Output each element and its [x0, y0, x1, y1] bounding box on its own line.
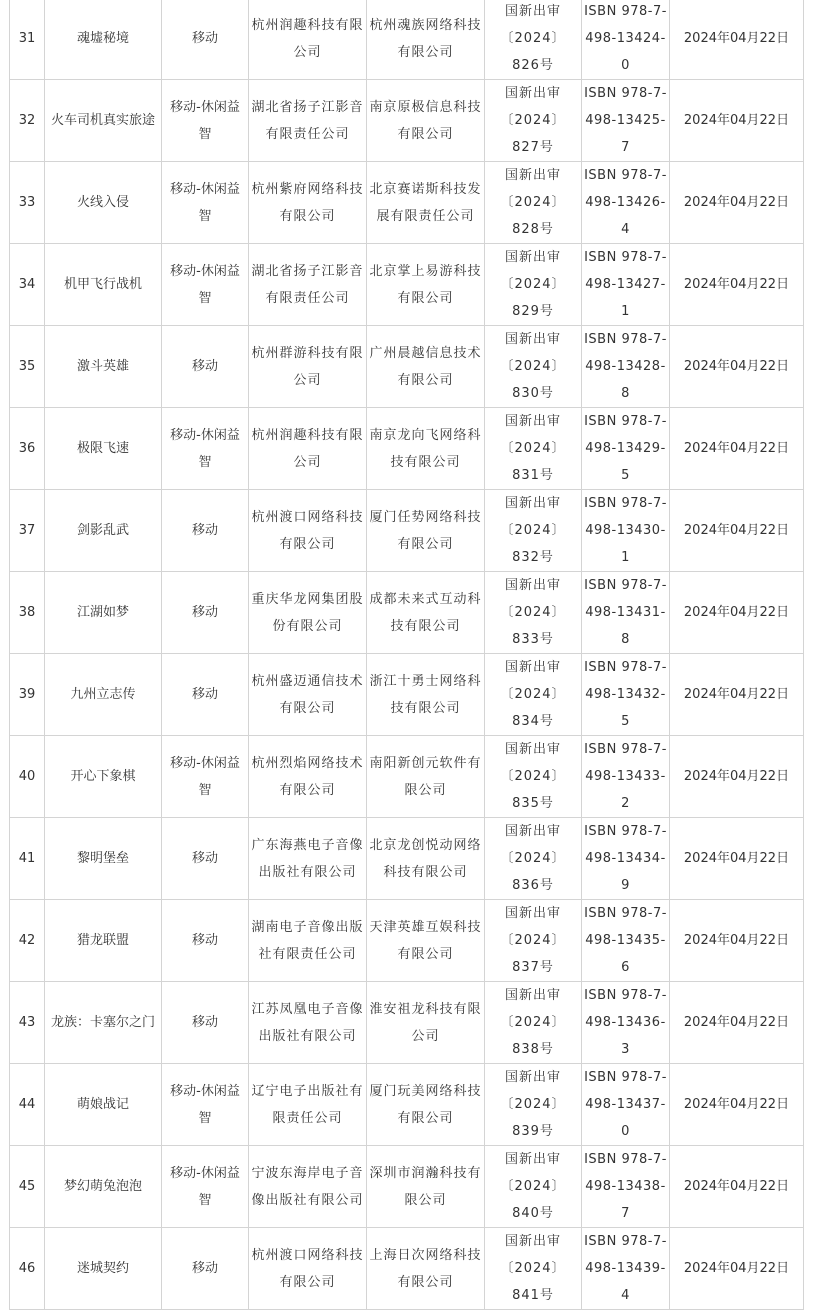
- cell-isbn: ISBN 978-7-498-13430-1: [582, 490, 670, 572]
- cell-platform-type: 移动: [162, 1228, 249, 1310]
- cell-publisher: 杭州群游科技有限公司: [249, 326, 367, 408]
- cell-approval-number: 国新出审〔2024〕834号: [485, 654, 582, 736]
- table-row: [10, 572, 804, 654]
- cell-game-name: 极限飞速: [45, 408, 162, 490]
- table-row: [10, 1146, 804, 1228]
- cell-approval-date: 2024年04月22日: [670, 818, 804, 900]
- cell-approval-number: 国新出审〔2024〕837号: [485, 900, 582, 982]
- cell-game-name: 机甲飞行战机: [45, 244, 162, 326]
- table-row: [10, 736, 804, 818]
- table-row: [10, 490, 804, 572]
- cell-platform-type: 移动-休闲益智: [162, 80, 249, 162]
- table-row: [10, 0, 804, 80]
- cell-publisher: 宁波东海岸电子音像出版社有限公司: [249, 1146, 367, 1228]
- cell-approval-number: 国新出审〔2024〕841号: [485, 1228, 582, 1310]
- cell-approval-date: 2024年04月22日: [670, 162, 804, 244]
- cell-publisher: 辽宁电子出版社有限责任公司: [249, 1064, 367, 1146]
- cell-game-name: 黎明堡垒: [45, 818, 162, 900]
- cell-platform-type: 移动: [162, 490, 249, 572]
- cell-platform-type: 移动: [162, 572, 249, 654]
- cell-approval-number: 国新出审〔2024〕827号: [485, 80, 582, 162]
- cell-isbn: ISBN 978-7-498-13428-8: [582, 326, 670, 408]
- cell-isbn: ISBN 978-7-498-13437-0: [582, 1064, 670, 1146]
- cell-approval-date: 2024年04月22日: [670, 326, 804, 408]
- game-approval-table: [9, 0, 804, 1310]
- cell-publisher: 重庆华龙网集团股份有限公司: [249, 572, 367, 654]
- cell-number: 36: [10, 408, 45, 490]
- cell-platform-type: 移动-休闲益智: [162, 162, 249, 244]
- cell-isbn: ISBN 978-7-498-13427-1: [582, 244, 670, 326]
- cell-isbn: ISBN 978-7-498-13424-0: [582, 0, 670, 80]
- cell-platform-type: 移动: [162, 982, 249, 1064]
- cell-operator: 广州晨越信息技术有限公司: [367, 326, 485, 408]
- cell-publisher: 湖南电子音像出版社有限责任公司: [249, 900, 367, 982]
- cell-operator: 南京原极信息科技有限公司: [367, 80, 485, 162]
- cell-game-name: 梦幻萌兔泡泡: [45, 1146, 162, 1228]
- cell-number: 39: [10, 654, 45, 736]
- cell-game-name: 龙族：卡塞尔之门: [45, 982, 162, 1064]
- table-row: [10, 244, 804, 326]
- cell-publisher: 广东海燕电子音像出版社有限公司: [249, 818, 367, 900]
- cell-operator: 北京赛诺斯科技发展有限责任公司: [367, 162, 485, 244]
- cell-approval-date: 2024年04月22日: [670, 1146, 804, 1228]
- cell-platform-type: 移动: [162, 0, 249, 80]
- cell-approval-number: 国新出审〔2024〕829号: [485, 244, 582, 326]
- cell-isbn: ISBN 978-7-498-13432-5: [582, 654, 670, 736]
- cell-publisher: 杭州盛迈通信技术有限公司: [249, 654, 367, 736]
- cell-approval-number: 国新出审〔2024〕839号: [485, 1064, 582, 1146]
- cell-approval-number: 国新出审〔2024〕832号: [485, 490, 582, 572]
- cell-platform-type: 移动: [162, 900, 249, 982]
- cell-number: 46: [10, 1228, 45, 1310]
- table-row: [10, 1064, 804, 1146]
- cell-approval-date: 2024年04月22日: [670, 0, 804, 80]
- cell-approval-number: 国新出审〔2024〕836号: [485, 818, 582, 900]
- cell-operator: 天津英雄互娱科技有限公司: [367, 900, 485, 982]
- cell-number: 41: [10, 818, 45, 900]
- cell-operator: 厦门任势网络科技有限公司: [367, 490, 485, 572]
- cell-game-name: 九州立志传: [45, 654, 162, 736]
- cell-publisher: 杭州润趣科技有限公司: [249, 408, 367, 490]
- cell-approval-number: 国新出审〔2024〕831号: [485, 408, 582, 490]
- cell-operator: 南京龙向飞网络科技有限公司: [367, 408, 485, 490]
- cell-approval-date: 2024年04月22日: [670, 408, 804, 490]
- cell-approval-number: 国新出审〔2024〕826号: [485, 0, 582, 80]
- cell-platform-type: 移动-休闲益智: [162, 408, 249, 490]
- cell-platform-type: 移动-休闲益智: [162, 1146, 249, 1228]
- cell-number: 42: [10, 900, 45, 982]
- table-row: [10, 80, 804, 162]
- cell-approval-date: 2024年04月22日: [670, 244, 804, 326]
- cell-number: 44: [10, 1064, 45, 1146]
- cell-platform-type: 移动: [162, 654, 249, 736]
- cell-publisher: 杭州烈焰网络技术有限公司: [249, 736, 367, 818]
- cell-isbn: ISBN 978-7-498-13438-7: [582, 1146, 670, 1228]
- cell-game-name: 江湖如梦: [45, 572, 162, 654]
- cell-platform-type: 移动-休闲益智: [162, 1064, 249, 1146]
- cell-platform-type: 移动: [162, 818, 249, 900]
- cell-approval-date: 2024年04月22日: [670, 982, 804, 1064]
- cell-isbn: ISBN 978-7-498-13433-2: [582, 736, 670, 818]
- cell-isbn: ISBN 978-7-498-13436-3: [582, 982, 670, 1064]
- cell-isbn: ISBN 978-7-498-13434-9: [582, 818, 670, 900]
- table-row: [10, 408, 804, 490]
- cell-operator: 上海日次网络科技有限公司: [367, 1228, 485, 1310]
- cell-game-name: 魂墟秘境: [45, 0, 162, 80]
- cell-approval-date: 2024年04月22日: [670, 572, 804, 654]
- cell-operator: 北京掌上易游科技有限公司: [367, 244, 485, 326]
- cell-operator: 厦门玩美网络科技有限公司: [367, 1064, 485, 1146]
- cell-game-name: 开心下象棋: [45, 736, 162, 818]
- cell-game-name: 火车司机真实旅途: [45, 80, 162, 162]
- cell-publisher: 杭州润趣科技有限公司: [249, 0, 367, 80]
- cell-isbn: ISBN 978-7-498-13431-8: [582, 572, 670, 654]
- cell-approval-date: 2024年04月22日: [670, 1064, 804, 1146]
- cell-publisher: 杭州渡口网络科技有限公司: [249, 490, 367, 572]
- cell-number: 35: [10, 326, 45, 408]
- cell-approval-number: 国新出审〔2024〕828号: [485, 162, 582, 244]
- cell-approval-number: 国新出审〔2024〕835号: [485, 736, 582, 818]
- cell-number: 32: [10, 80, 45, 162]
- cell-isbn: ISBN 978-7-498-13426-4: [582, 162, 670, 244]
- table-row: [10, 1228, 804, 1310]
- cell-game-name: 激斗英雄: [45, 326, 162, 408]
- cell-operator: 淮安祖龙科技有限公司: [367, 982, 485, 1064]
- cell-operator: 深圳市润瀚科技有限公司: [367, 1146, 485, 1228]
- cell-approval-number: 国新出审〔2024〕830号: [485, 326, 582, 408]
- table-body: [10, 0, 804, 1310]
- cell-number: 40: [10, 736, 45, 818]
- cell-number: 38: [10, 572, 45, 654]
- table-row: [10, 982, 804, 1064]
- cell-operator: 成都未来式互动科技有限公司: [367, 572, 485, 654]
- cell-isbn: ISBN 978-7-498-13429-5: [582, 408, 670, 490]
- cell-platform-type: 移动: [162, 326, 249, 408]
- cell-operator: 北京龙创悦动网络科技有限公司: [367, 818, 485, 900]
- table-row: [10, 326, 804, 408]
- cell-game-name: 火线入侵: [45, 162, 162, 244]
- cell-publisher: 江苏凤凰电子音像出版社有限公司: [249, 982, 367, 1064]
- cell-isbn: ISBN 978-7-498-13435-6: [582, 900, 670, 982]
- cell-approval-date: 2024年04月22日: [670, 654, 804, 736]
- cell-game-name: 迷城契约: [45, 1228, 162, 1310]
- cell-approval-date: 2024年04月22日: [670, 490, 804, 572]
- cell-publisher: 湖北省扬子江影音有限责任公司: [249, 80, 367, 162]
- cell-approval-date: 2024年04月22日: [670, 80, 804, 162]
- cell-platform-type: 移动-休闲益智: [162, 736, 249, 818]
- cell-number: 37: [10, 490, 45, 572]
- cell-number: 31: [10, 0, 45, 80]
- cell-approval-number: 国新出审〔2024〕840号: [485, 1146, 582, 1228]
- cell-approval-date: 2024年04月22日: [670, 736, 804, 818]
- cell-publisher: 湖北省扬子江影音有限责任公司: [249, 244, 367, 326]
- cell-game-name: 剑影乱武: [45, 490, 162, 572]
- table-row: [10, 654, 804, 736]
- cell-operator: 杭州魂族网络科技有限公司: [367, 0, 485, 80]
- table-row: [10, 162, 804, 244]
- cell-publisher: 杭州渡口网络科技有限公司: [249, 1228, 367, 1310]
- cell-isbn: ISBN 978-7-498-13439-4: [582, 1228, 670, 1310]
- cell-number: 43: [10, 982, 45, 1064]
- cell-approval-date: 2024年04月22日: [670, 900, 804, 982]
- cell-publisher: 杭州紫府网络科技有限公司: [249, 162, 367, 244]
- cell-approval-number: 国新出审〔2024〕833号: [485, 572, 582, 654]
- cell-number: 45: [10, 1146, 45, 1228]
- cell-platform-type: 移动-休闲益智: [162, 244, 249, 326]
- cell-number: 34: [10, 244, 45, 326]
- cell-game-name: 萌娘战记: [45, 1064, 162, 1146]
- cell-game-name: 猎龙联盟: [45, 900, 162, 982]
- cell-operator: 南阳新创元软件有限公司: [367, 736, 485, 818]
- table-row: [10, 818, 804, 900]
- cell-number: 33: [10, 162, 45, 244]
- table-row: [10, 900, 804, 982]
- cell-isbn: ISBN 978-7-498-13425-7: [582, 80, 670, 162]
- cell-approval-date: 2024年04月22日: [670, 1228, 804, 1310]
- cell-operator: 浙江十勇士网络科技有限公司: [367, 654, 485, 736]
- cell-approval-number: 国新出审〔2024〕838号: [485, 982, 582, 1064]
